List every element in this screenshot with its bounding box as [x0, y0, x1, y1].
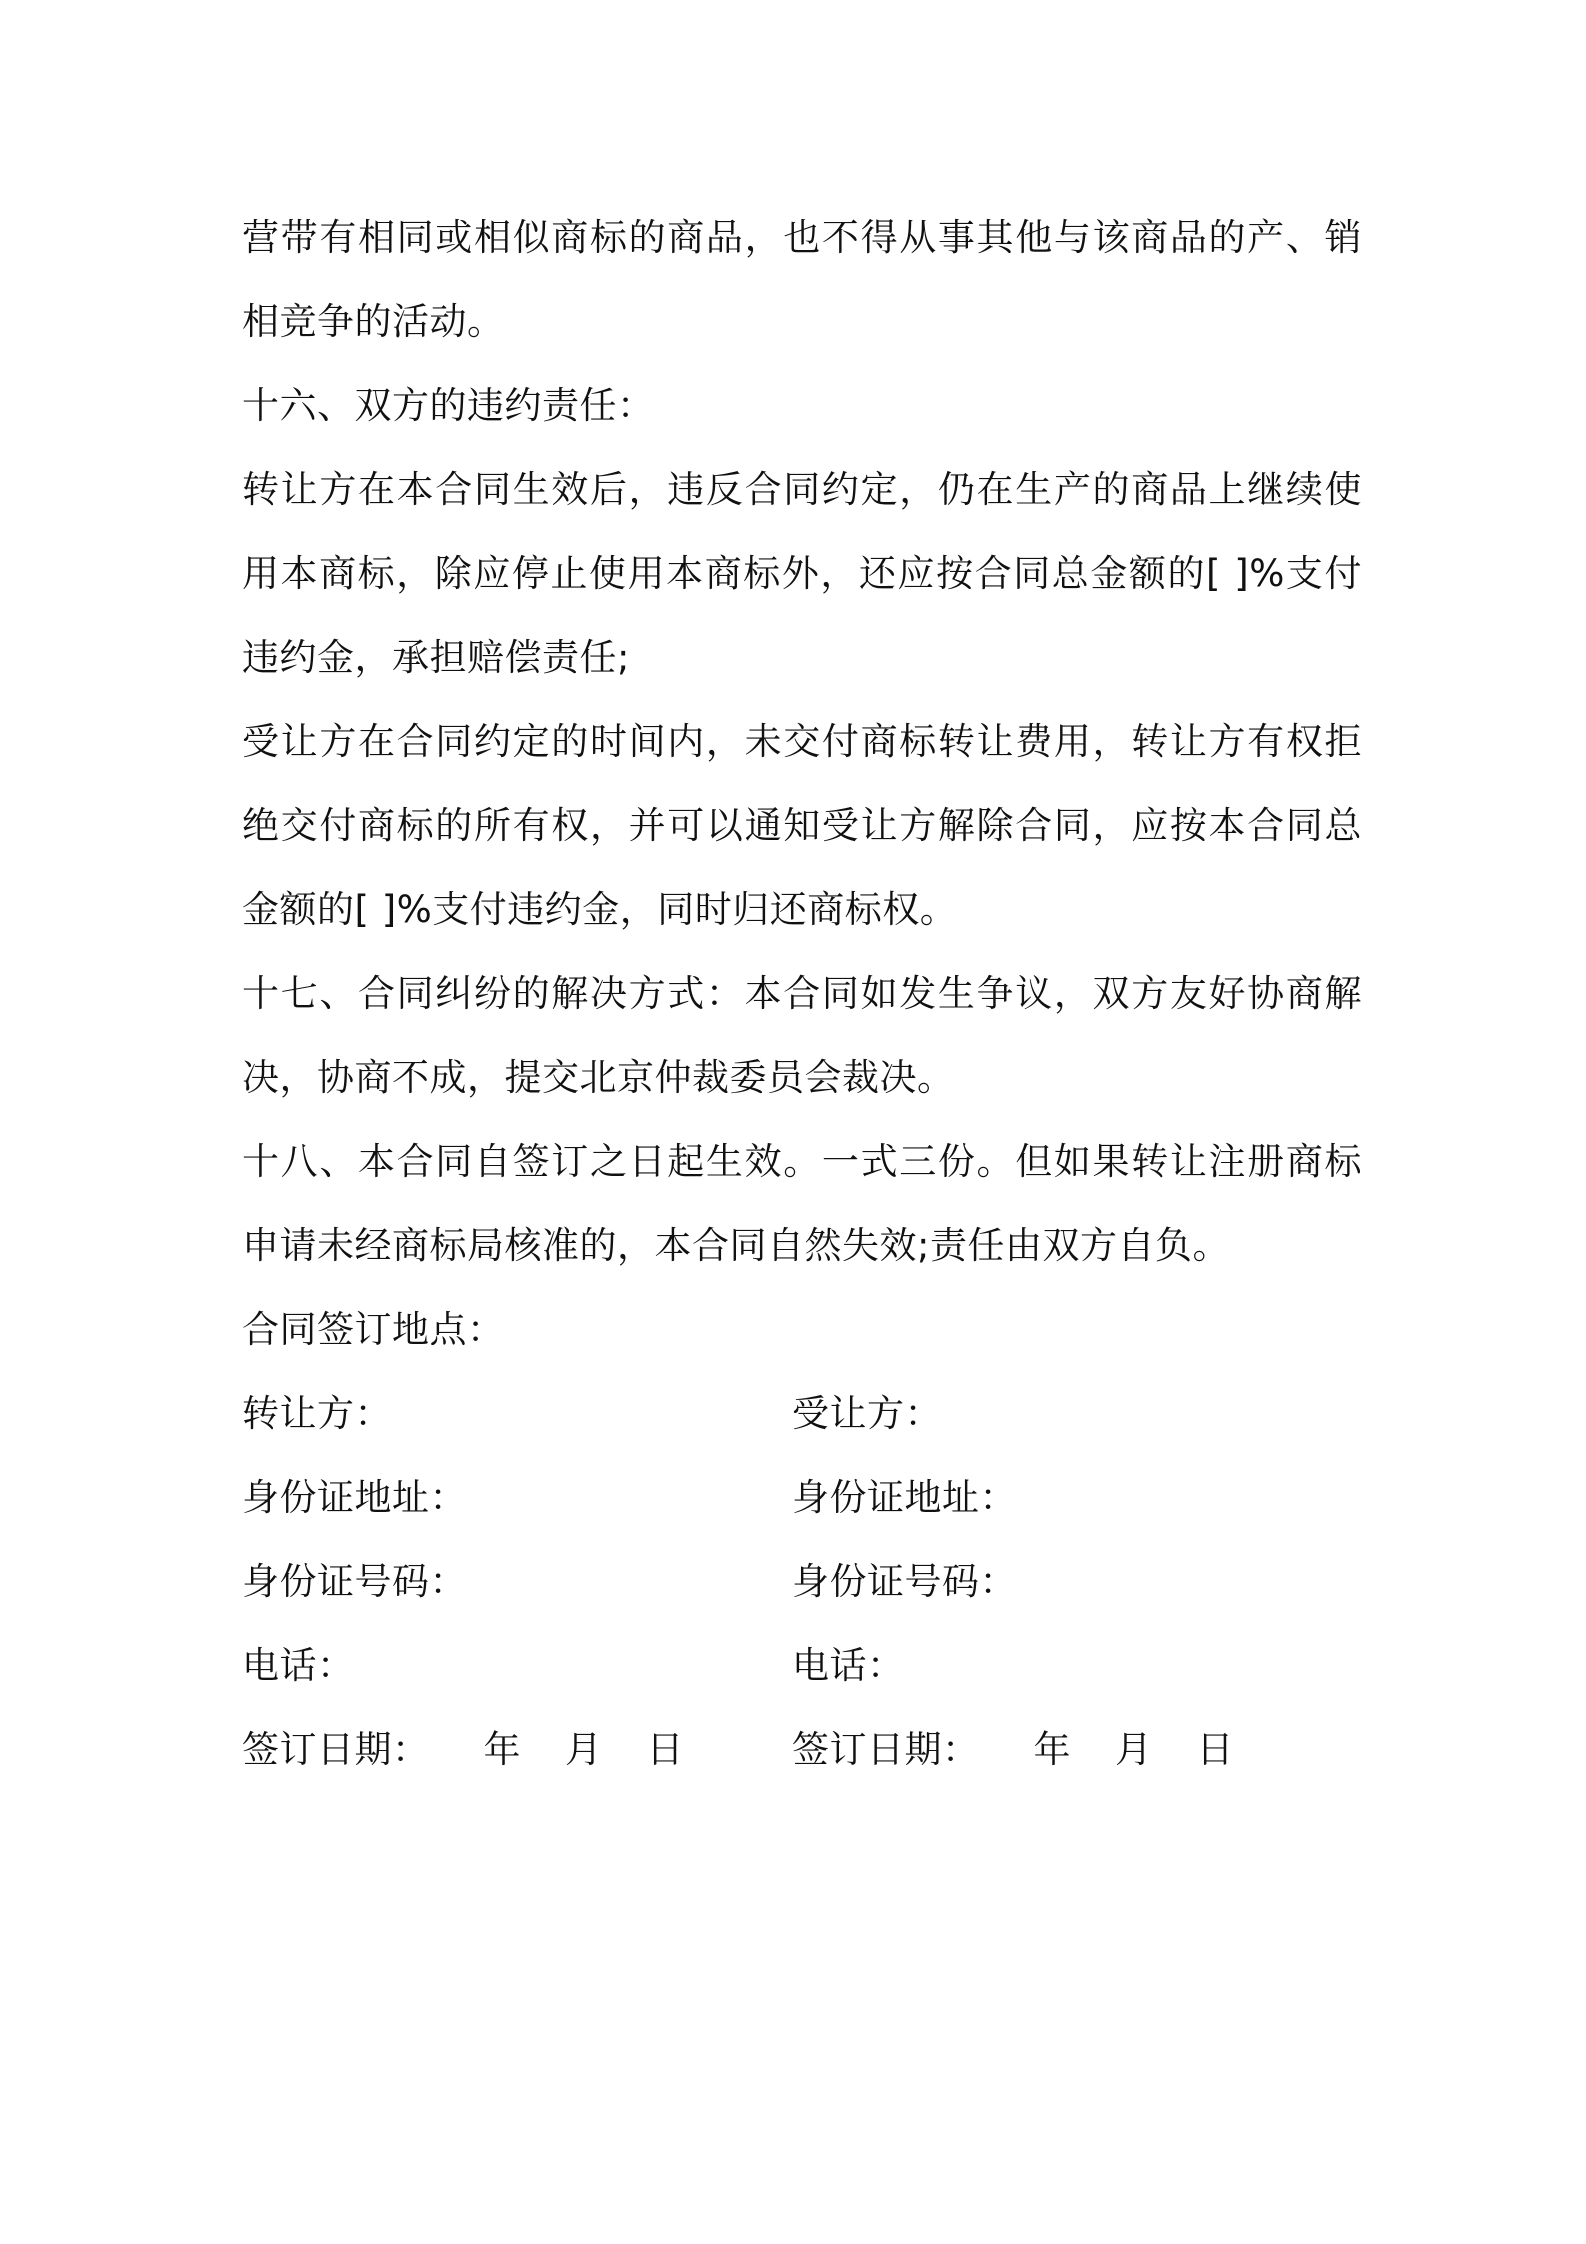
transferee-phone-label: 电话：: [792, 1644, 905, 1687]
transferee-year-label: 年: [1033, 1728, 1071, 1771]
transferor-month-label: 月: [565, 1728, 603, 1771]
transferee-label: 受让方：: [792, 1392, 942, 1435]
signature-block: [242, 1372, 1362, 1792]
transferor-id-address-label: 身份证地址：: [242, 1476, 467, 1519]
transferee-date-label: 签订日期：: [792, 1728, 980, 1771]
signature-row-phone: [242, 1624, 1362, 1708]
paragraph-section-17-dispute: 十七、合同纠纷的解决方式：本合同如发生争议，双方友好协商解决，协商不成，提交北京仲裁委员会裁决。: [242, 972, 1362, 1099]
transferee-id-address-label: 身份证地址：: [792, 1476, 1017, 1519]
transferee-month-label: 月: [1115, 1728, 1153, 1771]
paragraph-transferor-liability: 转让方在本合同生效后，违反合同约定，仍在生产的商品上继续使用本商标，除应停止使用本商标外，还应按合同总金额的[ ]%支付违约金，承担赔偿责任;: [242, 468, 1362, 679]
signature-row-id-number: [242, 1540, 1362, 1624]
transferor-day-label: 日: [646, 1728, 684, 1771]
transferor-label: 转让方：: [242, 1392, 392, 1435]
signature-row-party: [242, 1372, 1362, 1456]
heading-section-16: 十六、双方的违约责任：: [242, 384, 655, 427]
signature-row-date: [242, 1708, 1362, 1792]
contract-signing-location: 合同签订地点：: [242, 1308, 505, 1351]
paragraph-transferee-liability: 受让方在合同约定的时间内，未交付商标转让费用，转让方有权拒绝交付商标的所有权，并可以通知受让方解除合同，应按本合同总金额的[ ]%支付违约金，同时归还商标权。: [242, 720, 1362, 931]
transferor-phone-label: 电话：: [242, 1644, 355, 1687]
transferor-year-label: 年: [483, 1728, 521, 1771]
paragraph-non-compete: 营带有相同或相似商标的商品，也不得从事其他与该商品的产、销相竞争的活动。: [242, 216, 1362, 343]
transferee-signing-date: [792, 1708, 1342, 1792]
paragraph-section-18-effect: 十八、本合同自签订之日起生效。一式三份。但如果转让注册商标申请未经商标局核准的，本合同自然失效;责任由双方自负。: [242, 1140, 1362, 1267]
transferor-date-label: 签订日期：: [242, 1728, 430, 1771]
document-body: [242, 196, 1362, 1792]
signature-row-id-address: [242, 1456, 1362, 1540]
transferee-id-number-label: 身份证号码：: [792, 1560, 1017, 1603]
transferee-day-label: 日: [1196, 1728, 1234, 1771]
transferor-signing-date: [242, 1708, 792, 1792]
transferor-id-number-label: 身份证号码：: [242, 1560, 467, 1603]
